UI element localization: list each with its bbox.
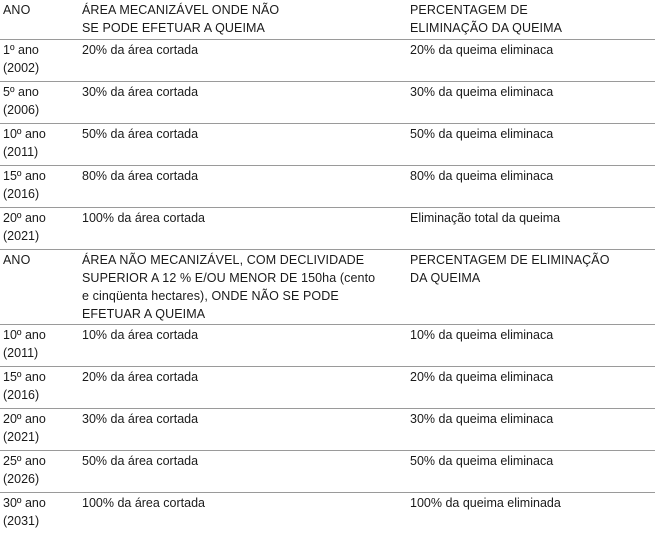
header-area-line4: EFETUAR A QUEIMA: [82, 307, 206, 321]
pct-cell: 50% da queima eliminaca: [410, 127, 554, 141]
table2-header-area: [78, 250, 406, 324]
table1-header-pct: [406, 0, 655, 39]
pct-cell: 20% da queima eliminaca: [410, 370, 554, 384]
table-row: [0, 325, 655, 367]
area-cell: 30% da área cortada: [82, 85, 199, 99]
table-row: [0, 493, 655, 535]
pct-cell: Eliminação total da queima: [410, 211, 561, 225]
year-value: (2026): [3, 472, 40, 486]
year-value: (2011): [3, 145, 39, 159]
area-cell: 100% da área cortada: [82, 496, 206, 510]
area-cell: 10% da área cortada: [82, 328, 199, 342]
area-cell: 50% da área cortada: [82, 127, 199, 141]
year-label: 15º ano: [3, 370, 46, 384]
year-value: (2011): [3, 346, 39, 360]
header-area-line1: ÁREA NÃO MECANIZÁVEL, COM DECLIVIDADE: [82, 253, 365, 267]
year-value: (2031): [3, 514, 40, 528]
table1-header-ano: [0, 0, 78, 39]
pct-cell: 20% da queima eliminaca: [410, 43, 554, 57]
table-row: [0, 82, 655, 124]
table-row: [0, 208, 655, 250]
year-cell: [0, 82, 78, 123]
header-ano-label: ANO: [3, 253, 31, 267]
pct-cell: 30% da queima eliminaca: [410, 412, 554, 426]
pct-cell: 100% da queima eliminada: [410, 496, 561, 510]
table1-header-area: [78, 0, 406, 39]
header-pct-line2: DA QUEIMA: [410, 271, 481, 285]
area-cell: 100% da área cortada: [82, 211, 206, 225]
year-cell: [0, 409, 78, 450]
year-cell: [0, 493, 78, 535]
header-pct-line1: PERCENTAGEM DE ELIMINAÇÃO: [410, 253, 610, 267]
header-ano-label: ANO: [3, 3, 31, 17]
year-value: (2016): [3, 388, 40, 402]
year-cell: [0, 208, 78, 249]
table-row: [0, 40, 655, 82]
year-label: 10º ano: [3, 328, 46, 342]
header-area-line2: SE PODE EFETUAR A QUEIMA: [82, 21, 265, 35]
year-cell: [0, 40, 78, 81]
table-row: [0, 124, 655, 166]
area-cell: 30% da área cortada: [82, 412, 199, 426]
table-row: [0, 367, 655, 409]
header-area-line1: ÁREA MECANIZÁVEL ONDE NÃO: [82, 3, 280, 17]
table-row: [0, 451, 655, 493]
year-cell: [0, 451, 78, 492]
area-cell: 20% da área cortada: [82, 43, 199, 57]
year-label: 20º ano: [3, 412, 46, 426]
year-label: 15º ano: [3, 169, 46, 183]
year-cell: [0, 124, 78, 165]
pct-cell: 30% da queima eliminaca: [410, 85, 554, 99]
year-value: (2021): [3, 430, 40, 444]
year-label: 5º ano: [3, 85, 39, 99]
table1-header-row: [0, 0, 655, 40]
year-label: 20º ano: [3, 211, 46, 225]
year-label: 25º ano: [3, 454, 46, 468]
year-cell: [0, 367, 78, 408]
pct-cell: 80% da queima eliminaca: [410, 169, 554, 183]
table2-header-ano: [0, 250, 78, 324]
header-area-line3: e cinqüenta hectares), ONDE NÃO SE PODE: [82, 289, 339, 303]
header-area-line2: SUPERIOR A 12 % E/OU MENOR DE 150ha (cento: [82, 271, 376, 285]
header-pct-line1: PERCENTAGEM DE: [410, 3, 528, 17]
year-value: (2002): [3, 61, 40, 75]
year-value: (2006): [3, 103, 40, 117]
year-label: 30º ano: [3, 496, 46, 510]
area-cell: 80% da área cortada: [82, 169, 199, 183]
area-cell: 50% da área cortada: [82, 454, 199, 468]
table2-header-pct: [406, 250, 655, 324]
year-value: (2016): [3, 187, 40, 201]
table2-header-row: [0, 250, 655, 325]
pct-cell: 50% da queima eliminaca: [410, 454, 554, 468]
year-cell: [0, 325, 78, 366]
year-label: 1º ano: [3, 43, 39, 57]
pct-cell: 10% da queima eliminaca: [410, 328, 554, 342]
year-label: 10º ano: [3, 127, 46, 141]
year-value: (2021): [3, 229, 40, 243]
area-cell: 20% da área cortada: [82, 370, 199, 384]
header-pct-line2: ELIMINAÇÃO DA QUEIMA: [410, 21, 563, 35]
year-cell: [0, 166, 78, 207]
table-row: [0, 166, 655, 208]
table-row: [0, 409, 655, 451]
